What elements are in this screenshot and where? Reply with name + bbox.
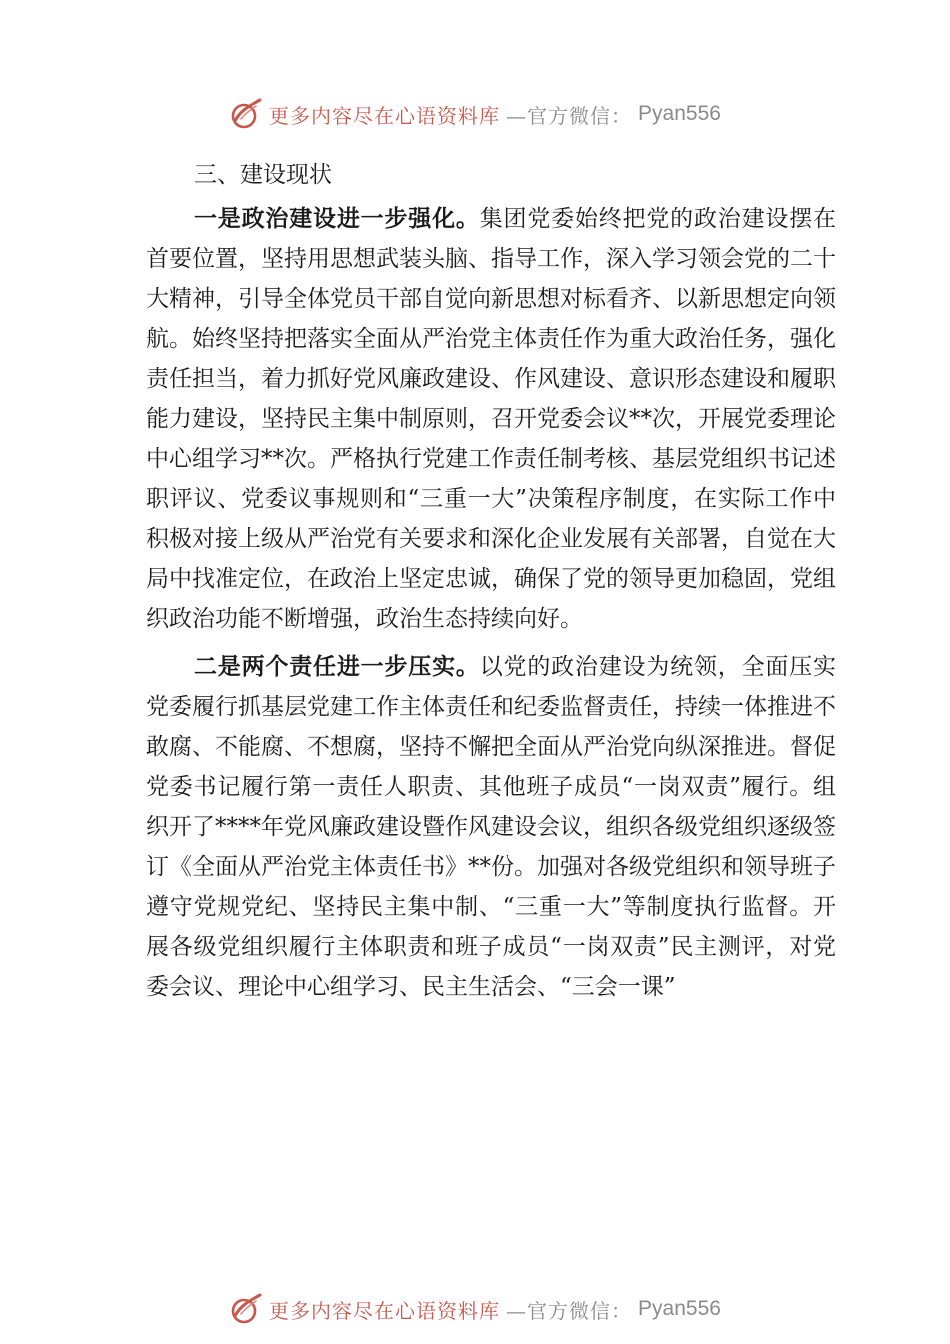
- watermark-separator: —官方微信：: [506, 103, 633, 128]
- watermark-text: 更多内容尽在心语资料库: [269, 103, 501, 128]
- watermark-wechat-id: Pyan556: [638, 1297, 721, 1320]
- document-body: [146, 155, 836, 1007]
- section-heading: 三、建设现状: [194, 162, 332, 188]
- paragraph-lead: 二是两个责任进一步压实。: [194, 654, 480, 680]
- footer-watermark: [0, 1289, 950, 1329]
- watermark-separator: —官方微信：: [506, 1298, 633, 1323]
- brush-logo-icon: [229, 97, 263, 131]
- paragraph-lead: 一是政治建设进一步强化。: [194, 206, 480, 232]
- header-watermark: [0, 94, 950, 134]
- paragraph-two-responsibilities: [146, 647, 836, 1007]
- watermark-wechat-id: Pyan556: [638, 102, 721, 125]
- brush-logo-icon: [229, 1292, 263, 1326]
- paragraph-body: 集团党委始终把党的政治建设摆在首要位置，坚持用思想武装头脑、指导工作，深入学习领会党的二十大精神，引导全体党员干部自觉向新思想对标看齐、以新思想定向领航。始终坚持把落实全面从严治党主体责任作为重大政治任务，强化责任担当，着力抓好党风廉政建设、作风建设、意识形态建设和履职能力建设，坚持民主集中制原则，召开党委会议**次，开展党委理论中心组学习**次。严格执行党建工作责任制考核、基层党组织书记述职评议、党委议事规则和“三重一大”决策程序制度，在实际工作中积极对接上级从严治党有关要求和深化企业发展有关部署，自觉在大局中找准定位，在政治上坚定忠诚，确保了党的领导更加稳固，党组织政治功能不断增强，政治生态持续向好。: [146, 206, 837, 632]
- paragraph-body: 以党的政治建设为统领，全面压实党委履行抓基层党建工作主体责任和纪委监督责任，持续一体推进不敢腐、不能腐、不想腐，坚持不懈把全面从严治党向纵深推进。督促党委书记履行第一责任人职责、其他班子成员“一岗双责”履行。组织开了****年党风廉政建设暨作风建设会议，组织各级党组织逐级签订《全面从严治党主体责任书》**份。加强对各级党组织和领导班子遵守党规党纪、坚持民主集中制、“三重一大”等制度执行监督。开展各级党组织履行主体职责和班子成员“一岗双责”民主测评，对党委会议、理论中心组学习、民主生活会、“三会一课”: [146, 654, 837, 1000]
- paragraph-political-construction: [146, 199, 836, 639]
- watermark-text: 更多内容尽在心语资料库: [269, 1298, 501, 1323]
